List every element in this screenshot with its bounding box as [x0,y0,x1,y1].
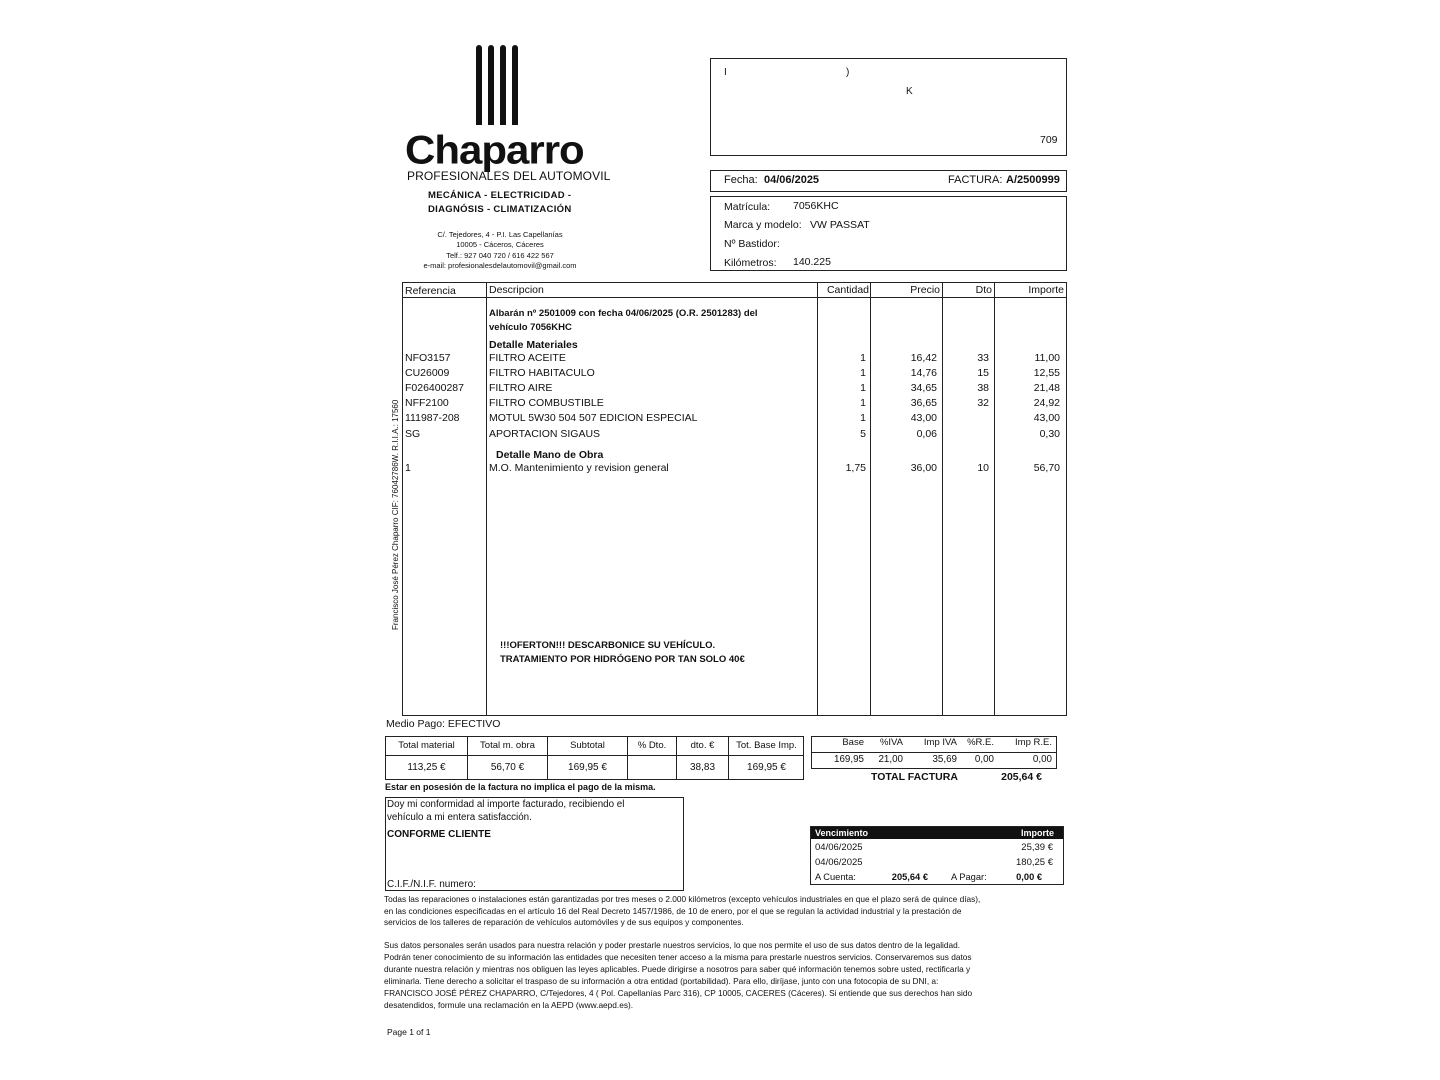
item-price: 14,76 [910,367,937,379]
tax-value: 21,00 [878,754,903,765]
totals-header: Total m. obra [480,740,535,751]
labor-dto: 10 [977,462,989,474]
totals-row-divider [385,755,804,756]
col-divider [870,282,871,716]
labor-price: 36,00 [910,462,937,474]
tax-value: 35,69 [932,754,957,765]
totals-value: 169,95 € [747,762,786,773]
privacy-line: Podrán tener conocimiento de su información las entidades que necesiten tener acceso a la misma para prestarle nuestros servicios. Conservaremos sus datos [384,952,972,962]
item-price: 0,06 [916,428,937,440]
labor-title: Detalle Mano de Obra [496,449,604,461]
labor-amount: 56,70 [1033,462,1060,474]
invoice-number-label: FACTURA: [948,174,1003,186]
item-amount: 11,00 [1034,352,1060,364]
labor-qty: 1,75 [845,462,866,474]
client-postal-code: 709 [1040,134,1058,146]
totals-header: % Dto. [637,740,667,751]
tax-header: %R.E. [967,737,994,748]
item-price: 43,00 [910,412,937,424]
client-line-1b: ) [846,67,850,78]
item-desc: FILTRO COMBUSTIBLE [489,397,604,409]
due-amount-header: Importe [1021,828,1055,838]
vehicle-model: VW PASSAT [810,219,870,231]
labor-ref: 1 [405,462,411,474]
item-dto: 38 [977,382,989,394]
conformity-line-2: vehículo a mi entera satisfacción. [387,812,532,823]
totals-value: 169,95 € [568,762,607,773]
invoice-number: A/2500999 [1006,174,1060,186]
to-pay-value: 0,00 € [1016,872,1042,882]
item-amount: 21,48 [1033,382,1060,394]
item-desc: MOTUL 5W30 504 507 EDICION ESPECIAL [489,412,698,424]
client-line-2: K [906,86,913,97]
conformity-line-1: Doy mi conformidad al importe facturado, recibiendo el [387,799,625,810]
totals-header: dto. € [690,740,715,751]
totals-value: 113,25 € [407,762,446,773]
page-number: Page 1 of 1 [387,1027,431,1037]
totals-header: Total material [398,740,455,751]
conformity-title: CONFORME CLIENTE [387,829,491,840]
on-account-label: A Cuenta: [815,872,856,882]
company-logo-name: Chaparro [405,127,584,172]
warranty-line: servicios de los talleres de reparación de vehículos automóviles y de sus equipos y componentes. [384,917,744,927]
albaran-line-2: vehículo 7056KHC [489,322,572,333]
due-date: 04/06/2025 [815,842,863,853]
model-label: Marca y modelo: [724,219,802,231]
col-divider [942,282,943,716]
tax-header: Imp IVA [923,737,957,748]
albaran-line-1: Albarán nº 2501009 con fecha 04/06/2025 (O.R. 2501283) del [489,308,758,319]
privacy-line: desatendidos, formule una reclamación en la AEPD (www.aepd.es). [384,1000,634,1010]
invoice-date: 04/06/2025 [764,174,820,186]
materials-title: Detalle Materiales [489,339,578,351]
item-ref: 111987-208 [405,412,460,424]
due-amount: 180,25 € [1016,857,1053,868]
item-desc: FILTRO ACEITE [489,352,566,364]
item-dto: 32 [977,397,989,409]
company-tagline: PROFESIONALES DEL AUTOMOVIL [407,169,611,183]
privacy-line: FRANCISCO JOSÉ PÉREZ CHAPARRO, C/Tejedores, 4 ( Pol. Capellanías Parc 316), CP 10005, CACERES (Cáceres). Si entiende que sus derechos han sido [384,988,973,998]
item-dto: 33 [977,352,989,364]
item-qty: 1 [860,397,866,409]
item-amount: 12,55 [1033,367,1060,379]
km-label: Kilómetros: [724,257,777,269]
tax-row-divider [811,752,1057,753]
item-amount: 43,00 [1033,412,1060,424]
privacy-line: eliminarla. Tiene derecho a solicitar el traspaso de su información a otra entidad (portabilidad). Para ello, diríjase, junto con una fotocopia de su DNI, a: [384,976,939,986]
item-qty: 5 [860,428,866,440]
item-price: 36,65 [910,397,937,409]
on-account-value: 205,64 € [891,872,928,882]
due-dates-header [811,827,1063,839]
item-amount: 0,30 [1039,428,1060,440]
client-line-1a: I [724,67,727,78]
item-qty: 1 [860,382,866,394]
item-ref: F026400287 [405,382,464,394]
due-amount: 25,39 € [1021,842,1053,853]
totals-value: 56,70 € [490,762,525,773]
item-desc: APORTACION SIGAUS [489,428,601,440]
possession-note: Estar en posesión de la factura no implica el pago de la misma. [385,782,656,792]
promo-line-2: TRATAMIENTO POR HIDRÓGENO POR TAN SOLO 40€ [500,654,745,665]
tax-value: 169,95 [834,754,864,765]
totals-header: Subtotal [570,740,605,751]
tax-header: %IVA [879,737,903,748]
tax-value: 0,00 [1032,754,1052,765]
tax-header: Imp R.E. [1015,737,1052,748]
logo-bars-icon [476,45,520,125]
col-divider [994,282,995,716]
to-pay-label: A Pagar: [951,872,987,882]
vin-label: Nº Bastidor: [724,238,780,250]
tax-value: 0,00 [974,754,994,765]
col-divider [486,282,487,716]
due-date-header: Vencimiento [815,828,869,838]
total-invoice-label: TOTAL FACTURA [871,771,958,783]
plate-label: Matrícula: [724,201,771,213]
privacy-line: Sus datos personales serán usados para nuestra relación y poder prestarle nuestros servicios, lo que nos permite el uso de sus datos dentro de la legalidad. [384,940,961,950]
header-amount: Importe [1028,284,1064,296]
item-ref: NFO3157 [405,352,451,364]
header-desc: Descripcion [489,284,544,296]
item-ref: NFF2100 [405,397,449,409]
item-ref: SG [405,428,421,440]
item-qty: 1 [860,412,866,424]
labor-desc: M.O. Mantenimiento y revision general [489,462,669,474]
items-table-header-divider [402,297,1067,298]
col-divider [817,282,818,716]
vehicle-plate: 7056KHC [793,200,839,212]
warranty-line: en las condiciones especificadas en el artículo 16 del Real Decreto 1457/1986, de 10 de enero, por el que se regulan la actividad industrial y la prestación de [384,905,962,916]
vehicle-km: 140.225 [793,256,831,268]
item-dto: 15 [977,367,989,379]
privacy-line: durante nuestra relación y mientras nos obliguen las leyes aplicables. Puede dirigirse a nosotros para saber qué información tenemos sobre usted, rectificarla y [384,964,971,974]
header-dto: Dto [975,284,992,296]
total-invoice-value: 205,64 € [1001,771,1042,783]
item-qty: 1 [860,367,866,379]
item-desc: FILTRO AIRE [489,382,553,394]
item-desc: FILTRO HABITACULO [489,367,595,379]
tax-header: Base [842,737,864,748]
company-legal-side-text: Francisco José Pérez Chaparro CIF: 76042786W. R.I.I.A.: 17560 [391,399,400,630]
item-amount: 24,92 [1033,397,1060,409]
company-address-1: C/. Tejedores, 4 - P.I. Las Capellanías [437,230,563,239]
services-line-2: DIAGNÓSIS - CLIMATIZACIÓN [428,204,572,215]
totals-header: Tot. Base Imp. [736,740,797,751]
promo-line-1: !!!OFERTON!!! DESCARBONICE SU VEHÍCULO. [500,640,716,651]
client-address-box [710,58,1067,156]
due-date: 04/06/2025 [815,857,863,868]
services-line-1: MECÁNICA - ELECTRICIDAD - [428,190,572,201]
company-address-2: 10005 - Cáceros, Cáceres [456,240,544,249]
company-phone: Telf.: 927 040 720 / 616 422 567 [446,251,554,260]
item-price: 34,65 [910,382,937,394]
company-email: e-mail: profesionalesdelautomovil@gmail.com [423,261,577,270]
item-price: 16,42 [910,352,937,364]
totals-value: 38,83 [689,762,716,773]
nif-label: C.I.F./N.I.F. numero: [387,879,476,890]
item-qty: 1 [860,352,866,364]
item-ref: CU26009 [405,367,450,379]
date-label: Fecha: [724,174,758,186]
payment-method: Medio Pago: EFECTIVO [386,718,501,730]
header-price: Precio [910,284,940,296]
header-ref: Referencia [405,285,456,297]
warranty-line: Todas las reparaciones o instalaciones están garantizadas por tres meses o 2.000 kilómetros (excepto vehículos industriales en que el plazo será de quince días), [384,894,981,904]
header-qty: Cantidad [826,284,869,296]
